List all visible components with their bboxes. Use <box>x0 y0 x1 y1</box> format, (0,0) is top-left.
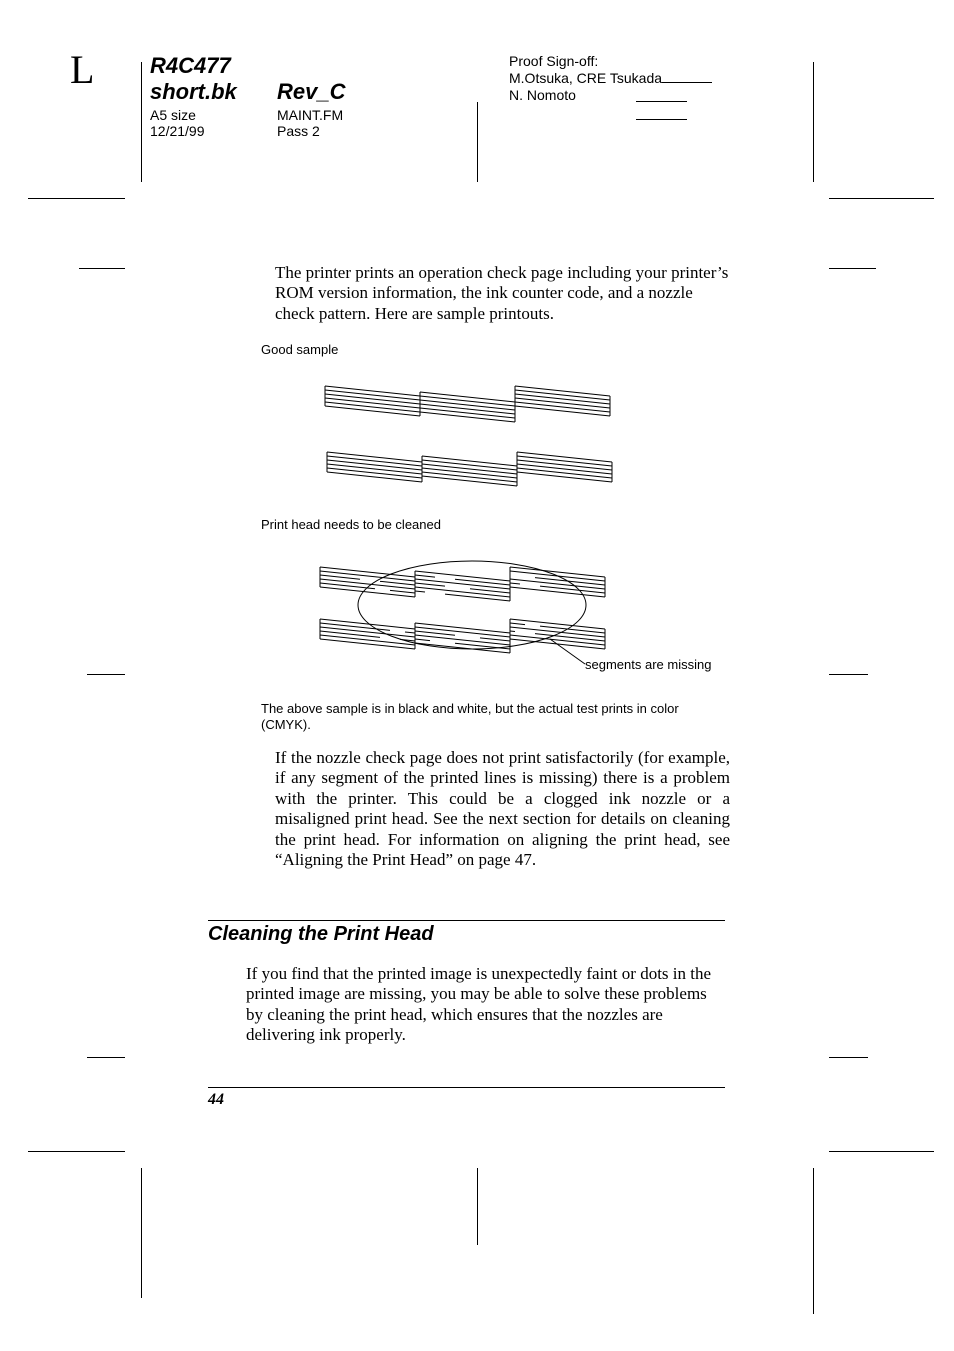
footer-rule <box>208 1087 725 1088</box>
proof-line-1 <box>509 70 712 87</box>
section-rule <box>208 920 725 921</box>
bad-sample-pattern <box>310 555 620 665</box>
corner-mark: L <box>70 47 95 92</box>
book-name: short.bk <box>150 79 237 104</box>
section-heading: Cleaning the Print Head <box>208 923 434 945</box>
proof-signer-1: M.Otsuka, CRE Tsukada <box>509 70 663 86</box>
missing-segments-callout: segments are missing <box>585 657 712 672</box>
section-paragraph: If you find that the printed image is unexpectedly faint or dots in the printed image are missing, you may be able to solve these problems by cleaning the print head, which ensures that the nozzles are delivering ink properly. <box>246 964 712 1045</box>
proof-title: Proof Sign-off: <box>509 53 599 69</box>
doc-date: 12/21/99 <box>150 123 205 139</box>
proof-line-2: N. Nomoto <box>509 87 576 103</box>
page-size: A5 size <box>150 107 196 123</box>
color-note: The above sample is in black and white, but the actual test prints in color (CMYK). <box>261 701 679 732</box>
signature-blank <box>636 101 687 102</box>
pass-number: Pass 2 <box>277 123 320 139</box>
signature-blank <box>636 119 687 120</box>
file-name: MAINT.FM <box>277 107 344 123</box>
good-sample-label: Good sample <box>261 342 339 357</box>
intro-paragraph: The printer prints an operation check page including your printer’s ROM version information, the ink counter code, and a nozzle check pattern. Here are sample printouts. <box>275 263 729 323</box>
good-sample-pattern <box>315 380 625 495</box>
problem-paragraph: If the nozzle check page does not print satisfactorily (for example, if any segment of the printed lines is missing) there is a problem with the printer. This could be a clogged ink nozzle or a misaligned print head. See the next section for details on cleaning the print head. For information on aligning the print head, see “Aligning the Print Head” on page 47. <box>275 748 730 870</box>
revision: Rev_C <box>277 79 346 104</box>
signature-blank <box>662 70 712 83</box>
page-number: 44 <box>208 1091 224 1108</box>
doc-code: R4C477 <box>150 53 231 78</box>
bad-sample-label: Print head needs to be cleaned <box>261 517 441 532</box>
